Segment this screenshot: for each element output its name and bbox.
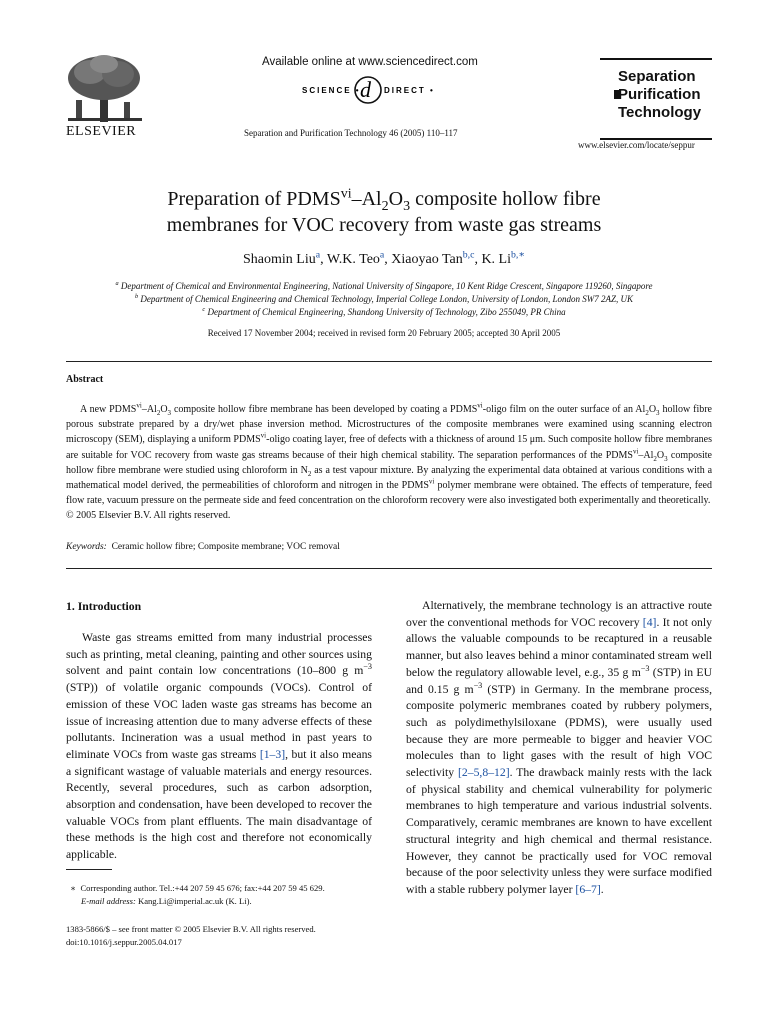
received-dates: Received 17 November 2004; received in revised form 20 February 2005; accepted 30 April 2005 (207, 328, 561, 338)
keywords: Keywords: Ceramic hollow fibre; Composite membrane; VOC removal (66, 542, 340, 552)
article-title: Preparation of $PDMS^{vi}-Al_2O_3$ composite hollow fibre membranes for VOC recovery from waste gas streams (166, 186, 602, 236)
right-column: Alternatively, the membrane technology is an attractive route over the conventional methods for VOC recovery [4]. It not only allows the valuable compounds to be recaptured in a reusable manner, but also leaves behind a minor contaminated stream well below the regulatory allowable level, e.g., 35 g $m^{-3}$ (STP) in EU and 0.15 g $m^{-3}$ (STP) in Germany. In the membrane process, composite polymeric membranes coated by rubbery polymers, such as polydimethylsiloxane (PDMS), were usually used because they are more permeable to bigger and heavier VOC molecules than to light gases with the result of high VOC selectivity [2–5,8–12]. The drawback mainly rests with the lack of physical stability and chemical vulnerability for polymeric membranes to high temperature and various industrial solvents. Comparatively, ceramic membranes are known to have excellent structural integrity and high chemical and thermal resistance. However, they cannot be practically used for VOC removal because of the poor selectivity unless they were surface modified with a stable rubbery polymer layer [6–7]. (406, 599, 713, 896)
copyright: © 2005 Elsevier B.V. All rights reserved. (66, 510, 231, 522)
journal-citation: Separation and Purification Technology 46 (2005) 110–117 (244, 128, 458, 138)
abstract-heading: Abstract (66, 374, 104, 385)
author: Xiaoyao Tan (391, 252, 463, 267)
elsevier-tree-logo (64, 52, 146, 124)
abstract-body: A new $PDMS^{vi}-Al_2O_3$ composite hollow fibre membrane has been developed by coating a PDMS$^{vi}$-oligo film on the outer surface of an $Al_2O_3$ hollow fibre porous substrate prepared by a dry/wet phase inversion method. Microstructures of the composite membranes were examined using scanning electron microscopy (SEM), displaying a uniform PDMS$^{vi}$-oligo coating layer, free of defects with a thickness of around 15 μm. Such composite hollow fibre membranes are suitable for VOC recovery from waste gas streams because of their high chemical stability. The separation performances of the $PDMS^{vi}-Al_2O_3$ composite hollow fibre membrane were studied using chloroform in $N_2$ as a test vapour mixture. By analyzing the experimental data obtained at various conditions with a mathematical model derived, the permeabilities of chloroform and nitrogen in the PDMS$^{vi}$ polymer membrane were obtained. The effects of temperature, feed flow rate, vacuum pressure on the permeate side and feed concentration on the chloroform recovery were also investigated both experimentally and theoretically. © 2005 Elsevier B.V. All rights reserved. (66, 401, 713, 522)
footnote: ∗ Corresponding author. Tel.:+44 207 59 45 676; fax:+44 207 59 45 629. E-mail address: Kang.Li@imperial.ac.uk (K. Li). (66, 883, 325, 906)
journal-logo-title: Separation Purification Technology (618, 68, 702, 121)
author-list: Shaomin Liu$^a$, W.K. Teo$^a$, Xiaoyao Tan$^{b,c}$, K. Li$^{b,∗}$ (242, 249, 526, 267)
author: K. Li (481, 252, 511, 267)
citation-link[interactable]: [6–7] (575, 882, 601, 896)
journal-url[interactable]: www.elsevier.com/locate/seppur (578, 140, 695, 150)
citation-link[interactable]: [4] (642, 615, 657, 629)
issn-doi: 1383-5866/$ – see front matter © 2005 Elsevier B.V. All rights reserved. doi:10.1016/j.seppur.2005.04.017 (66, 924, 316, 947)
sciencedirect-logo (300, 74, 440, 108)
svg-text:SCIENCE •: SCIENCE • (302, 86, 361, 95)
author: W.K. Teo (326, 252, 380, 267)
doi[interactable]: doi:10.1016/j.seppur.2005.04.017 (66, 937, 182, 947)
left-column: Waste gas streams emitted from many industrial processes such as printing, metal cleaning, painting and other sources using solvent and paint contain low concentrations (10–800 g $m^{-3}$ (STP)) of volatile organic compounds (VOCs). Control of emission of these VOC laden waste gas streams has become an issue of increasing attention due to many adverse effects of these pollutants. Incineration was a usual method in past years to eliminate VOCs from waste gas streams [1–3], but it also means a significant wastage of valuable materials and energy resources. Recently, several procedures, such as carbon adsorption, absorption and condensation, have been developed to recover the valuable VOCs from plant effluents. The main disadvantage of these methods is the high cost and therefore not economically applicable. (66, 631, 372, 862)
svg-text:DIRECT •: DIRECT • (384, 86, 435, 95)
email-link[interactable]: Kang.Li@imperial.ac.uk (K. Li). (137, 896, 252, 906)
footnote-divider (66, 869, 112, 870)
citation-link[interactable]: [1–3] (259, 747, 286, 761)
svg-text:d: d (360, 77, 371, 102)
section-heading: 1. Introduction (66, 600, 142, 613)
citation-link[interactable]: [2–5,8–12] (458, 766, 510, 780)
affiliation: $^b$ Department of Chemical Engineering and Chemical Technology, Imperial College London, University of London, London SW7 2AZ, UK (134, 293, 634, 304)
availability-line[interactable]: Available online at www.sciencedirect.com (262, 56, 478, 68)
author: Shaomin Liu (242, 252, 316, 267)
affiliation: $^c$ Department of Chemical Engineering, Shandong University of Technology, Zibo 255049, PR China (202, 306, 566, 317)
journal-logo (600, 58, 712, 140)
divider (66, 568, 712, 569)
divider (66, 361, 712, 362)
affiliation: $^a$ Department of Chemical and Environmental Engineering, National University of Singapore, 10 Kent Ridge Crescent, Singapore 119260, Singapore (115, 280, 653, 291)
publisher-name: ELSEVIER (66, 124, 137, 139)
